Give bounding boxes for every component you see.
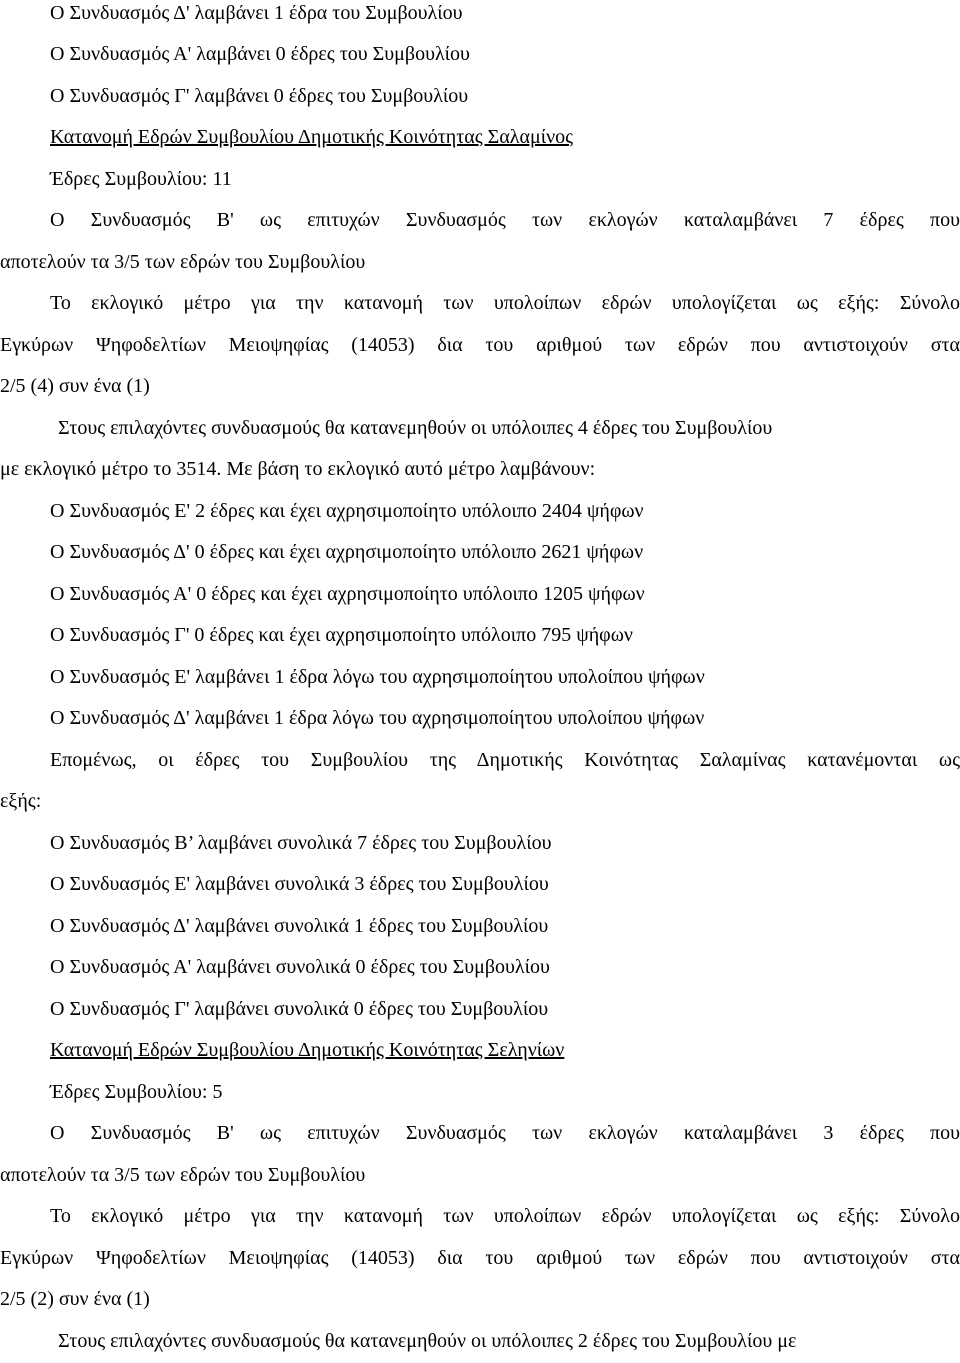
- text-line: Ο Συνδυασμός Δ' λαμβάνει 1 έδρα λόγω του αχρησιμοποίητου υπολοίπου ψήφων: [50, 707, 705, 729]
- text-line: Στους επιλαχόντες συνδυασμούς θα κατανεμηθούν οι υπόλοιπες 4 έδρες του Συμβουλίου: [58, 417, 773, 439]
- text-line: Ο Συνδυασμός Α' λαμβάνει συνολικά 0 έδρες του Συμβουλίου: [50, 956, 550, 978]
- text-line: Στους επιλαχόντες συνδυασμούς θα κατανεμηθούν οι υπόλοιπες 2 έδρες του Συμβουλίου με: [58, 1330, 797, 1352]
- section-heading: Κατανομή Εδρών Συμβουλίου Δημοτικής Κοινότητας Σεληνίων: [50, 1039, 565, 1061]
- text-line: Ο Συνδυασμός Α' 0 έδρες και έχει αχρησιμοποίητο υπόλοιπο 1205 ψήφων: [50, 583, 645, 605]
- text-line: Ο Συνδυασμός Γ' λαμβάνει 0 έδρες του Συμβουλίου: [50, 85, 469, 107]
- text-line: 2/5 (4) συν ένα (1): [0, 375, 150, 397]
- text-line: Ο Συνδυασμός Δ' λαμβάνει συνολικά 1 έδρες του Συμβουλίου: [50, 915, 549, 937]
- text-line: Ο Συνδυασμός Α' λαμβάνει 0 έδρες του Συμβουλίου: [50, 43, 470, 65]
- text-line: Ο Συνδυασμός Β’ λαμβάνει συνολικά 7 έδρες του Συμβουλίου: [50, 832, 552, 854]
- text-line: Ο Συνδυασμός Ε' λαμβάνει 1 έδρα λόγω του αχρησιμοποίητου υπολοίπου ψήφων: [50, 666, 705, 688]
- text-line: αποτελούν τα 3/5 των εδρών του Συμβουλίου: [0, 1164, 366, 1186]
- text-line: Ο Συνδυασμός Δ' 0 έδρες και έχει αχρησιμοποίητο υπόλοιπο 2621 ψήφων: [50, 541, 644, 563]
- text-line: Ο Συνδυασμός Γ' 0 έδρες και έχει αχρησιμοποίητο υπόλοιπο 795 ψήφων: [50, 624, 633, 646]
- text-line: Ο Συνδυασμός Β' ως επιτυχών Συνδυασμός των εκλογών καταλαμβάνει 3 έδρες που: [50, 1122, 960, 1144]
- text-line: Ο Συνδυασμός Δ' λαμβάνει 1 έδρα του Συμβουλίου: [50, 2, 463, 24]
- text-line: εξής:: [0, 790, 42, 812]
- text-line: Έδρες Συμβουλίου: 11: [50, 168, 232, 190]
- text-line: Το εκλογικό μέτρο για την κατανομή των υπολοίπων εδρών υπολογίζεται ως εξής: Σύνολο: [50, 1205, 960, 1227]
- text-line: Εγκύρων Ψηφοδελτίων Μειοψηφίας (14053) δια του αριθμού των εδρών που αντιστοιχούν στα: [0, 334, 960, 356]
- text-line: Εγκύρων Ψηφοδελτίων Μειοψηφίας (14053) δια του αριθμού των εδρών που αντιστοιχούν στα: [0, 1247, 960, 1269]
- section-heading: Κατανομή Εδρών Συμβουλίου Δημοτικής Κοινότητας Σαλαμίνος: [50, 126, 574, 148]
- text-line: Έδρες Συμβουλίου: 5: [50, 1081, 223, 1103]
- text-line: Επομένως, οι έδρες του Συμβουλίου της Δημοτικής Κοινότητας Σαλαμίνας κατανέμονται ως: [50, 749, 960, 771]
- text-line: Ο Συνδυασμός Γ' λαμβάνει συνολικά 0 έδρες του Συμβουλίου: [50, 998, 549, 1020]
- text-line: Ο Συνδυασμός Β' ως επιτυχών Συνδυασμός των εκλογών καταλαμβάνει 7 έδρες που: [50, 209, 960, 231]
- text-line: 2/5 (2) συν ένα (1): [0, 1288, 150, 1310]
- text-line: αποτελούν τα 3/5 των εδρών του Συμβουλίου: [0, 251, 366, 273]
- text-line: Το εκλογικό μέτρο για την κατανομή των υπολοίπων εδρών υπολογίζεται ως εξής: Σύνολο: [50, 292, 960, 314]
- text-line: με εκλογικό μέτρο το 3514. Με βάση το εκλογικό αυτό μέτρο λαμβάνουν:: [0, 458, 596, 480]
- text-line: Ο Συνδυασμός Ε' 2 έδρες και έχει αχρησιμοποίητο υπόλοιπο 2404 ψήφων: [50, 500, 644, 522]
- text-line: Ο Συνδυασμός Ε' λαμβάνει συνολικά 3 έδρες του Συμβουλίου: [50, 873, 549, 895]
